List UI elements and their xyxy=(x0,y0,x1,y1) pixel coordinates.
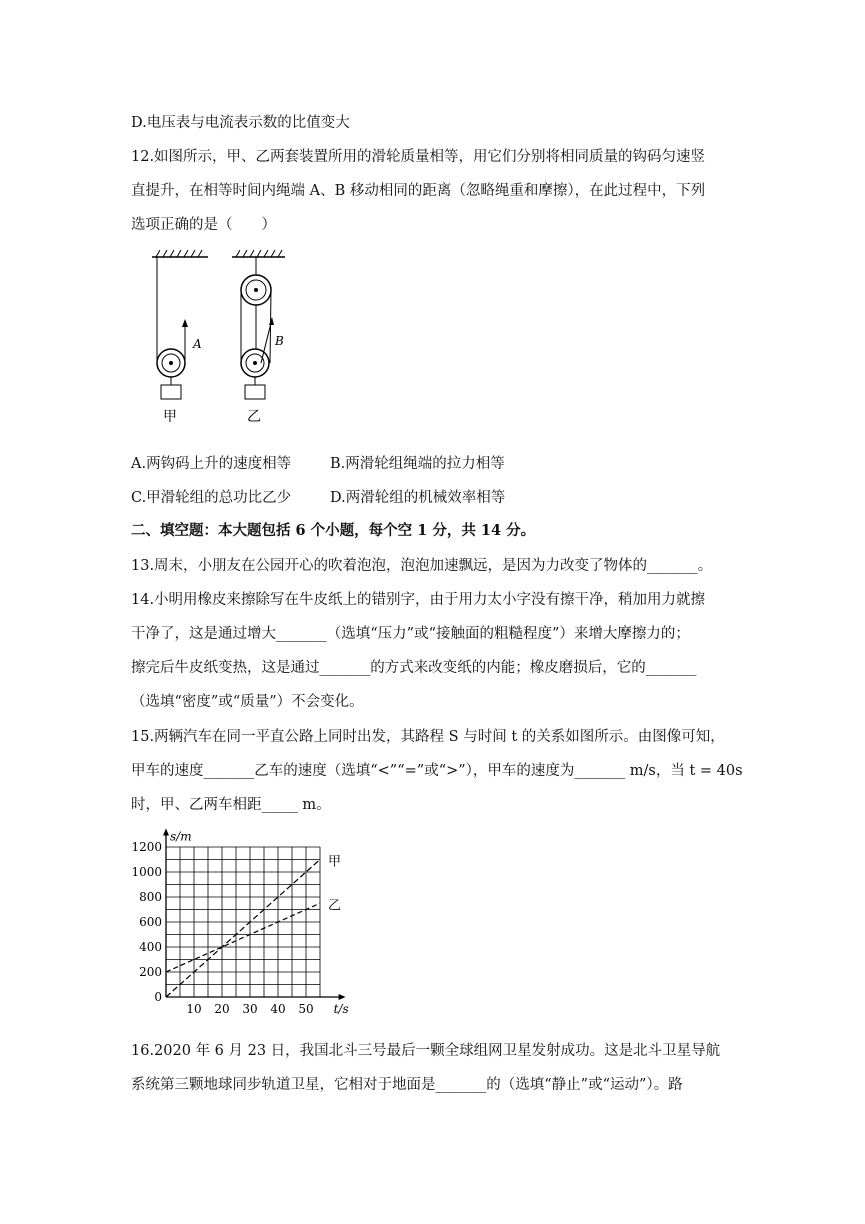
y-tick-label: 400 xyxy=(139,940,162,954)
q15-line2: 甲车的速度_______乙车的速度（选填“<”“=”或“>”），甲车的速度为_______ m/s，当 t = 40s xyxy=(131,763,743,779)
s-t-chart xyxy=(125,826,365,1016)
caption-jia: 甲 xyxy=(163,409,177,425)
y-axis-label: s/m xyxy=(170,829,192,844)
q14-line2: 干净了，这是通过增大_______（选填“压力”或“接触面的粗糙程度”）来增大摩擦力的； xyxy=(131,626,690,642)
y-tick-label: 800 xyxy=(139,890,162,904)
q12-option-d: D.两滑轮组的机械效率相等 xyxy=(330,490,506,506)
q12-line3: 选项正确的是（ ） xyxy=(131,217,276,233)
y-tick-label: 1000 xyxy=(131,865,162,879)
q12-line2: 直提升，在相等时间内绳端 A、B 移动相同的距离（忽略绳重和摩擦），在此过程中，下列 xyxy=(131,183,706,199)
x-tick-label: 30 xyxy=(242,1002,258,1016)
y-tick-label: 1200 xyxy=(131,840,162,854)
q12-line1: 12.如图所示，甲、乙两套装置所用的滑轮质量相等，用它们分别将相同质量的钩码匀速竖 xyxy=(131,149,706,165)
series-label: 乙 xyxy=(328,898,342,914)
label-a: A xyxy=(193,337,202,351)
x-axis-arrow xyxy=(339,994,346,1000)
y-tick-label: 0 xyxy=(154,990,162,1004)
series-line xyxy=(166,903,320,972)
series-line xyxy=(166,860,320,998)
q13-text: 13.周末，小朋友在公园开心的吹着泡泡，泡泡加速飘远，是因为力改变了物体的_______。 xyxy=(131,558,713,574)
pulley-jia xyxy=(152,250,208,399)
q16-line2: 系统第三颗地球同步轨道卫星，它相对于地面是_______的（选填“静止”或“运动”）。路 xyxy=(131,1077,683,1093)
pulley-figure xyxy=(140,245,300,430)
q14-line3: 擦完后牛皮纸变热，这是通过_______的方式来改变纸的内能；橡皮磨损后，它的_______ xyxy=(131,660,697,676)
q15-line3: 时，甲、乙两车相距_____ m。 xyxy=(131,797,331,813)
q14-line1: 14.小明用橡皮来擦除写在牛皮纸上的错别字，由于用力太小字没有擦干净，稍加用力就擦 xyxy=(131,592,706,608)
q16-line1: 16.2020 年 6 月 23 日，我国北斗三号最后一颗全球组网卫星发射成功。这是北斗卫星导航 xyxy=(131,1043,721,1059)
option-d-prev: D.电压表与电流表示数的比值变大 xyxy=(131,115,350,131)
caption-yi: 乙 xyxy=(247,409,261,425)
x-tick-label: 20 xyxy=(214,1002,230,1016)
q12-option-b: B.两滑轮组绳端的拉力相等 xyxy=(330,456,505,472)
y-tick-label: 600 xyxy=(139,915,162,929)
x-tick-label: 50 xyxy=(298,1002,314,1016)
q15-line1: 15.两辆汽车在同一平直公路上同时出发，其路程 S 与时间 t 的关系如图所示。由图像可知， xyxy=(131,729,725,745)
x-tick-label: 10 xyxy=(186,1002,202,1016)
y-axis-arrow xyxy=(163,829,169,836)
label-b: B xyxy=(275,334,284,348)
pulley-yi xyxy=(232,250,285,399)
section-heading: 二、填空题：本大题包括 6 个小题，每个空 1 分，共 14 分。 xyxy=(131,522,536,539)
y-tick-label: 200 xyxy=(139,965,162,979)
q14-line4: （选填“密度”或“质量”）不会变化。 xyxy=(131,694,364,710)
x-axis-label: t/s xyxy=(333,1002,349,1016)
q12-option-a: A.两钩码上升的速度相等 xyxy=(131,456,292,472)
x-tick-label: 40 xyxy=(270,1002,286,1016)
series-label: 甲 xyxy=(328,854,342,870)
q12-option-c: C.甲滑轮组的总功比乙少 xyxy=(131,490,292,506)
